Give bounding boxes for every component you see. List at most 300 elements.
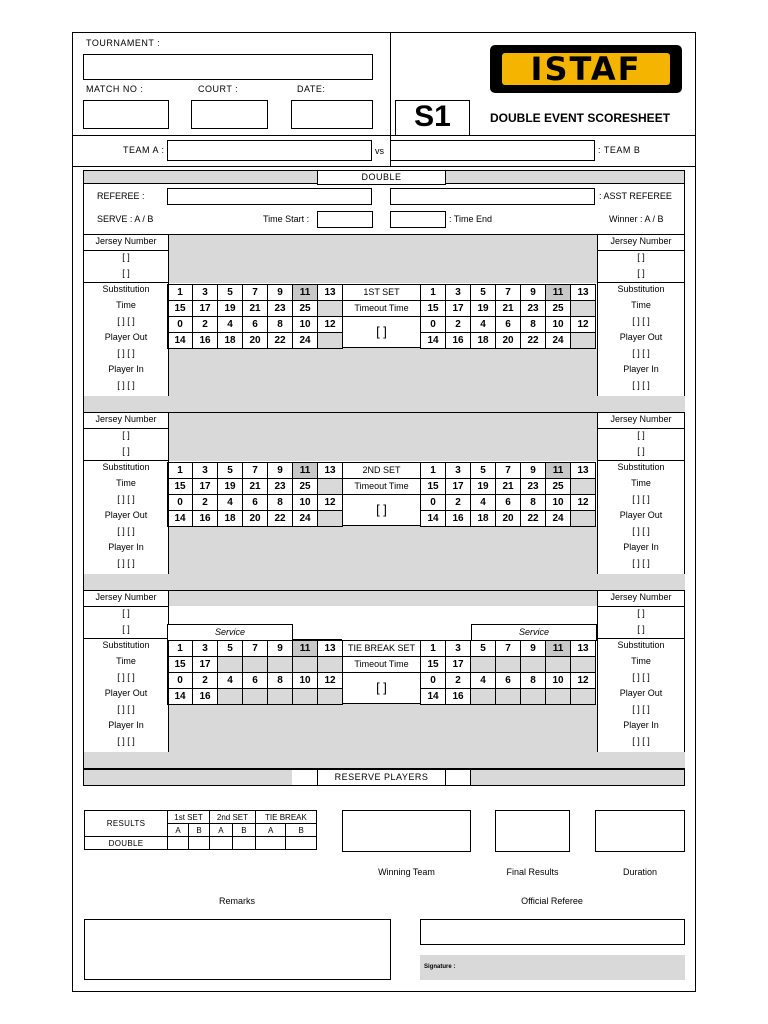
score-cell[interactable]: 9 <box>268 641 293 657</box>
score-cell[interactable]: 12 <box>318 317 343 333</box>
score-cell[interactable]: 2 <box>193 495 218 511</box>
score-cell[interactable]: 14 <box>421 689 446 705</box>
score-cell[interactable]: 10 <box>293 317 318 333</box>
score-cell[interactable]: 4 <box>218 317 243 333</box>
score-cell[interactable] <box>571 301 596 317</box>
score-cell[interactable] <box>318 301 343 317</box>
score-cell[interactable]: 1 <box>168 285 193 301</box>
score-cell[interactable]: 14 <box>168 333 193 349</box>
score-cell[interactable]: 13 <box>571 641 596 657</box>
player-in-label-left: Player In <box>108 542 144 552</box>
score-cell[interactable]: 2 <box>193 317 218 333</box>
score-cell[interactable]: 24 <box>293 333 318 349</box>
score-cell[interactable]: 21 <box>496 301 521 317</box>
score-cell[interactable]: 23 <box>268 479 293 495</box>
score-cell[interactable]: 15 <box>421 479 446 495</box>
time-end-label: : Time End <box>449 214 493 224</box>
score-grid-left <box>167 462 343 527</box>
score-cell[interactable]: 5 <box>471 641 496 657</box>
score-cell[interactable] <box>471 689 496 705</box>
score-cell[interactable]: 22 <box>521 511 546 527</box>
score-cell[interactable]: 1 <box>168 463 193 479</box>
score-cell[interactable]: 19 <box>218 479 243 495</box>
score-cell[interactable]: 1 <box>421 285 446 301</box>
score-grid-left <box>167 640 343 705</box>
results-header-1: 1st SET <box>168 811 210 824</box>
team-b-field[interactable] <box>390 140 595 161</box>
jersey-slot-right[interactable]: [ ] <box>637 430 645 440</box>
player-out-slot-left[interactable]: [ ] [ ] <box>117 704 135 714</box>
score-cell[interactable]: 10 <box>546 317 571 333</box>
score-cell[interactable]: 1 <box>168 641 193 657</box>
score-cell[interactable]: 19 <box>471 479 496 495</box>
player-out-slot-right[interactable]: [ ] [ ] <box>632 348 650 358</box>
score-cell[interactable]: 14 <box>168 689 193 705</box>
score-cell[interactable]: 24 <box>546 333 571 349</box>
jersey-slot-left[interactable]: [ ] <box>122 624 130 634</box>
results-sub: A <box>168 824 189 837</box>
reserve-gap-left <box>292 770 317 785</box>
result-cell[interactable] <box>286 837 317 850</box>
date-label: DATE: <box>297 84 326 94</box>
score-cell[interactable]: 5 <box>471 463 496 479</box>
score-cell[interactable]: 16 <box>446 689 471 705</box>
score-cell[interactable]: 4 <box>218 495 243 511</box>
set-title: 1ST SET <box>342 284 421 301</box>
score-cell[interactable]: 10 <box>546 673 571 689</box>
label-row-line <box>597 606 685 607</box>
score-cell[interactable]: 7 <box>496 285 521 301</box>
score-cell[interactable]: 5 <box>218 463 243 479</box>
time-slot-right[interactable]: [ ] [ ] <box>632 316 650 326</box>
score-cell[interactable]: 17 <box>193 301 218 317</box>
score-cell[interactable]: 15 <box>421 301 446 317</box>
winning-team-label: Winning Team <box>378 867 435 877</box>
score-cell[interactable]: 16 <box>193 689 218 705</box>
score-cell[interactable]: 18 <box>471 511 496 527</box>
referee-field[interactable] <box>167 188 372 205</box>
player-out-label-right: Player Out <box>619 688 663 698</box>
score-cell[interactable]: 12 <box>571 495 596 511</box>
score-cell[interactable]: 8 <box>268 673 293 689</box>
score-cell[interactable]: 16 <box>193 333 218 349</box>
block-separator-band <box>84 752 685 768</box>
score-cell[interactable]: 12 <box>571 317 596 333</box>
player-in-slot-left[interactable]: [ ] [ ] <box>117 380 135 390</box>
label-row-line <box>84 460 168 461</box>
score-cell[interactable]: 20 <box>243 511 268 527</box>
player-in-label-right: Player In <box>623 364 659 374</box>
service-left: Service <box>167 624 293 641</box>
player-in-label-right: Player In <box>623 542 659 552</box>
player-out-slot-right[interactable]: [ ] [ ] <box>632 704 650 714</box>
score-cell[interactable] <box>496 657 521 673</box>
remarks-label: Remarks <box>218 896 255 906</box>
player-in-slot-left[interactable]: [ ] [ ] <box>117 558 135 568</box>
team-a-field[interactable] <box>167 140 372 161</box>
score-cell[interactable] <box>318 479 343 495</box>
score-cell[interactable] <box>243 689 268 705</box>
score-cell[interactable]: 18 <box>218 333 243 349</box>
result-cell[interactable] <box>210 837 233 850</box>
jersey-number-label-right: Jersey Number <box>610 414 672 424</box>
score-cell[interactable] <box>546 689 571 705</box>
score-cell[interactable]: 22 <box>521 333 546 349</box>
label-row-line <box>84 428 168 429</box>
jersey-slot-left[interactable]: [ ] <box>122 446 130 456</box>
score-cell[interactable] <box>318 333 343 349</box>
score-cell[interactable]: 25 <box>293 479 318 495</box>
score-cell[interactable]: 20 <box>496 333 521 349</box>
score-cell[interactable] <box>471 657 496 673</box>
score-cell[interactable] <box>496 689 521 705</box>
time-label-left: Time <box>116 300 136 310</box>
grey-area-bottom <box>168 704 597 752</box>
label-row-line <box>597 460 685 461</box>
score-cell[interactable]: 6 <box>496 495 521 511</box>
score-cell[interactable]: 3 <box>193 463 218 479</box>
score-cell[interactable]: 18 <box>471 333 496 349</box>
score-cell[interactable]: 0 <box>168 317 193 333</box>
jersey-slot-right[interactable]: [ ] <box>637 268 645 278</box>
score-cell[interactable]: 11 <box>293 463 318 479</box>
match-no-label: MATCH NO : <box>86 84 144 94</box>
timeout-time-label: Timeout Time <box>342 656 421 673</box>
score-cell[interactable] <box>571 689 596 705</box>
substitution-label-left: Substitution <box>102 284 150 294</box>
score-cell[interactable]: 23 <box>268 301 293 317</box>
set-title: 2ND SET <box>342 462 421 479</box>
label-row-line <box>84 282 168 283</box>
score-cell[interactable]: 17 <box>446 657 471 673</box>
score-cell[interactable]: 12 <box>571 673 596 689</box>
score-cell[interactable]: 15 <box>168 657 193 673</box>
signature-label: Signature : <box>424 964 456 970</box>
label-row-line <box>597 282 685 283</box>
score-cell[interactable]: 11 <box>546 641 571 657</box>
score-cell[interactable]: 8 <box>521 495 546 511</box>
score-cell[interactable]: 9 <box>521 285 546 301</box>
score-cell[interactable]: 4 <box>471 495 496 511</box>
results-sub: B <box>232 824 255 837</box>
jersey-number-label-left: Jersey Number <box>95 592 157 602</box>
final-results-label: Final Results <box>506 867 559 877</box>
score-cell[interactable]: 5 <box>471 285 496 301</box>
score-cell[interactable] <box>268 657 293 673</box>
score-cell[interactable]: 8 <box>521 673 546 689</box>
jersey-number-label-left: Jersey Number <box>95 414 157 424</box>
score-cell[interactable]: 5 <box>218 641 243 657</box>
score-cell[interactable] <box>521 689 546 705</box>
court-label: COURT : <box>198 84 239 94</box>
score-cell[interactable]: 15 <box>168 301 193 317</box>
score-cell[interactable]: 3 <box>446 641 471 657</box>
score-cell[interactable]: 6 <box>243 495 268 511</box>
timeout-slot: [ ] <box>376 324 387 339</box>
grey-area-bottom <box>168 526 597 574</box>
score-cell[interactable]: 21 <box>243 479 268 495</box>
score-grid-left <box>167 284 343 349</box>
score-cell[interactable]: 2 <box>193 673 218 689</box>
court-field[interactable] <box>191 100 268 129</box>
score-cell[interactable]: 0 <box>168 673 193 689</box>
score-cell[interactable]: 6 <box>496 317 521 333</box>
score-cell[interactable]: 0 <box>421 673 446 689</box>
reserve-title: RESERVE PLAYERS <box>317 769 446 786</box>
time-label-right: Time <box>631 656 651 666</box>
label-row-line <box>597 638 685 639</box>
score-cell[interactable]: 5 <box>218 285 243 301</box>
score-cell[interactable]: 7 <box>496 641 521 657</box>
grey-area-top <box>168 591 597 606</box>
score-cell[interactable]: 13 <box>571 285 596 301</box>
score-cell[interactable]: 9 <box>521 641 546 657</box>
block-separator-band <box>84 396 685 412</box>
label-row-line <box>84 250 168 251</box>
team-row-bottom-line <box>72 166 696 167</box>
score-cell[interactable]: 11 <box>546 285 571 301</box>
jersey-slot-right[interactable]: [ ] <box>637 608 645 618</box>
signature-strip <box>420 955 685 980</box>
score-cell[interactable]: 14 <box>421 333 446 349</box>
jersey-slot-left[interactable]: [ ] <box>122 430 130 440</box>
duration-label: Duration <box>622 867 658 877</box>
score-cell[interactable]: 24 <box>546 511 571 527</box>
jersey-slot-left[interactable]: [ ] <box>122 252 130 262</box>
jersey-number-label-right: Jersey Number <box>610 236 672 246</box>
score-cell[interactable]: 7 <box>243 463 268 479</box>
score-cell[interactable] <box>318 689 343 705</box>
score-cell[interactable]: 11 <box>546 463 571 479</box>
jersey-slot-left[interactable]: [ ] <box>122 268 130 278</box>
score-cell[interactable] <box>318 657 343 673</box>
score-cell[interactable]: 21 <box>496 479 521 495</box>
score-grid-right <box>420 640 596 705</box>
time-label-left: Time <box>116 478 136 488</box>
jersey-number-label-right: Jersey Number <box>610 592 672 602</box>
player-in-slot-right[interactable]: [ ] [ ] <box>632 736 650 746</box>
score-cell[interactable]: 2 <box>446 495 471 511</box>
score-cell[interactable] <box>293 689 318 705</box>
score-cell[interactable]: 17 <box>193 479 218 495</box>
results-table <box>84 810 317 850</box>
player-out-slot-right[interactable]: [ ] [ ] <box>632 526 650 536</box>
score-cell[interactable]: 17 <box>446 301 471 317</box>
score-cell[interactable] <box>571 657 596 673</box>
score-cell[interactable] <box>571 333 596 349</box>
score-cell[interactable]: 2 <box>446 673 471 689</box>
score-cell[interactable]: 21 <box>243 301 268 317</box>
time-slot-left[interactable]: [ ] [ ] <box>117 672 135 682</box>
player-out-slot-left[interactable]: [ ] [ ] <box>117 348 135 358</box>
score-cell[interactable]: 19 <box>471 301 496 317</box>
score-cell[interactable]: 3 <box>193 641 218 657</box>
label-row-line <box>597 428 685 429</box>
score-cell[interactable]: 0 <box>421 317 446 333</box>
score-cell[interactable] <box>243 657 268 673</box>
sheet-code: S1 <box>414 100 451 133</box>
asst-referee-field[interactable] <box>390 188 595 205</box>
score-cell[interactable]: 7 <box>243 285 268 301</box>
score-cell[interactable] <box>571 511 596 527</box>
team-a-label: TEAM A : <box>123 145 165 155</box>
score-cell[interactable]: 17 <box>193 657 218 673</box>
results-header-2: 2nd SET <box>210 811 256 824</box>
score-cell[interactable]: 20 <box>496 511 521 527</box>
final-results-field[interactable] <box>495 810 570 852</box>
tournament-field[interactable] <box>83 54 373 80</box>
score-cell[interactable]: 25 <box>546 479 571 495</box>
official-referee-field[interactable] <box>420 919 685 945</box>
jersey-slot-right[interactable]: [ ] <box>637 624 645 634</box>
result-cell[interactable] <box>255 837 286 850</box>
time-slot-left[interactable]: [ ] [ ] <box>117 316 135 326</box>
score-cell[interactable]: 15 <box>168 479 193 495</box>
score-cell[interactable] <box>521 657 546 673</box>
score-cell[interactable]: 3 <box>193 285 218 301</box>
score-cell[interactable]: 20 <box>243 333 268 349</box>
score-cell[interactable]: 6 <box>243 317 268 333</box>
player-in-slot-right[interactable]: [ ] [ ] <box>632 558 650 568</box>
score-cell[interactable]: 9 <box>268 285 293 301</box>
score-cell[interactable]: 14 <box>168 511 193 527</box>
score-cell[interactable]: 7 <box>496 463 521 479</box>
substitution-label-left: Substitution <box>102 462 150 472</box>
score-cell[interactable]: 4 <box>218 673 243 689</box>
score-cell[interactable]: 4 <box>471 317 496 333</box>
score-cell[interactable]: 8 <box>521 317 546 333</box>
score-cell[interactable]: 16 <box>446 511 471 527</box>
player-out-label-left: Player Out <box>104 688 148 698</box>
player-out-label-left: Player Out <box>104 332 148 342</box>
score-cell[interactable]: 16 <box>446 333 471 349</box>
player-out-label-right: Player Out <box>619 332 663 342</box>
duration-field[interactable] <box>595 810 685 852</box>
player-out-label-left: Player Out <box>104 510 148 520</box>
score-cell[interactable]: 18 <box>218 511 243 527</box>
score-cell[interactable]: 12 <box>318 495 343 511</box>
time-label-right: Time <box>631 478 651 488</box>
tournament-label: TOURNAMENT : <box>86 38 161 48</box>
score-cell[interactable]: 13 <box>318 641 343 657</box>
score-cell[interactable] <box>293 657 318 673</box>
time-start-field[interactable] <box>317 211 373 228</box>
jersey-slot-right[interactable]: [ ] <box>637 446 645 456</box>
time-slot-left[interactable]: [ ] [ ] <box>117 494 135 504</box>
score-cell[interactable]: 16 <box>193 511 218 527</box>
score-cell[interactable]: 23 <box>521 479 546 495</box>
score-cell[interactable]: 24 <box>293 511 318 527</box>
score-cell[interactable]: 7 <box>243 641 268 657</box>
score-cell[interactable]: 10 <box>546 495 571 511</box>
score-cell[interactable]: 13 <box>318 463 343 479</box>
score-cell[interactable] <box>546 657 571 673</box>
score-cell[interactable]: 19 <box>218 301 243 317</box>
score-cell[interactable]: 6 <box>496 673 521 689</box>
date-field[interactable] <box>291 100 373 129</box>
jersey-slot-right[interactable]: [ ] <box>637 252 645 262</box>
score-cell[interactable]: 6 <box>243 673 268 689</box>
time-slot-right[interactable]: [ ] [ ] <box>632 672 650 682</box>
score-cell[interactable]: 1 <box>421 463 446 479</box>
match-no-field[interactable] <box>83 100 169 129</box>
score-cell[interactable]: 3 <box>446 285 471 301</box>
score-cell[interactable]: 0 <box>421 495 446 511</box>
winning-team-field[interactable] <box>342 810 471 852</box>
score-cell[interactable]: 10 <box>293 495 318 511</box>
score-cell[interactable]: 9 <box>268 463 293 479</box>
score-cell[interactable]: 13 <box>318 285 343 301</box>
results-sub: B <box>286 824 317 837</box>
score-cell[interactable]: 22 <box>268 511 293 527</box>
set-title: TIE BREAK SET <box>342 640 421 657</box>
score-cell[interactable]: 1 <box>421 641 446 657</box>
score-cell[interactable] <box>268 689 293 705</box>
result-cell[interactable] <box>168 837 189 850</box>
service-right: Service <box>471 624 597 641</box>
team-b-label: : TEAM B <box>598 145 641 155</box>
score-cell[interactable]: 12 <box>318 673 343 689</box>
score-cell[interactable]: 11 <box>293 641 318 657</box>
time-end-field[interactable] <box>390 211 446 228</box>
results-title: RESULTS <box>85 811 168 837</box>
score-cell[interactable]: 4 <box>471 673 496 689</box>
score-cell[interactable]: 9 <box>521 463 546 479</box>
score-cell[interactable]: 25 <box>546 301 571 317</box>
grey-area-top <box>168 235 597 283</box>
score-cell[interactable]: 0 <box>168 495 193 511</box>
jersey-slot-left[interactable]: [ ] <box>122 608 130 618</box>
asst-referee-label: : ASST REFEREE <box>599 191 672 201</box>
time-label-right: Time <box>631 300 651 310</box>
score-cell[interactable]: 15 <box>421 657 446 673</box>
result-cell[interactable] <box>232 837 255 850</box>
player-in-label-left: Player In <box>108 720 144 730</box>
score-cell[interactable] <box>571 479 596 495</box>
score-cell[interactable] <box>318 511 343 527</box>
remarks-field[interactable] <box>84 919 391 980</box>
score-grid-right <box>420 462 596 527</box>
score-cell[interactable]: 8 <box>268 495 293 511</box>
score-cell[interactable]: 2 <box>446 317 471 333</box>
score-cell[interactable]: 8 <box>268 317 293 333</box>
score-cell[interactable]: 14 <box>421 511 446 527</box>
score-cell[interactable]: 3 <box>446 463 471 479</box>
player-in-label-left: Player In <box>108 364 144 374</box>
header-bottom-line <box>72 135 696 136</box>
result-cell[interactable] <box>189 837 210 850</box>
score-cell[interactable]: 11 <box>293 285 318 301</box>
player-in-slot-left[interactable]: [ ] [ ] <box>117 736 135 746</box>
service-gap <box>293 625 342 640</box>
timeout-slot: [ ] <box>376 502 387 517</box>
player-out-slot-left[interactable]: [ ] [ ] <box>117 526 135 536</box>
score-cell[interactable]: 23 <box>521 301 546 317</box>
score-cell[interactable]: 25 <box>293 301 318 317</box>
score-cell[interactable]: 10 <box>293 673 318 689</box>
double-title: DOUBLE <box>317 170 446 185</box>
score-cell[interactable]: 22 <box>268 333 293 349</box>
player-out-label-right: Player Out <box>619 510 663 520</box>
score-cell[interactable] <box>218 689 243 705</box>
score-cell[interactable]: 17 <box>446 479 471 495</box>
player-in-slot-right[interactable]: [ ] [ ] <box>632 380 650 390</box>
score-cell[interactable] <box>218 657 243 673</box>
score-cell[interactable]: 13 <box>571 463 596 479</box>
time-slot-right[interactable]: [ ] [ ] <box>632 494 650 504</box>
timeout-time-label: Timeout Time <box>342 478 421 495</box>
official-referee-label: Official Referee <box>521 896 583 906</box>
